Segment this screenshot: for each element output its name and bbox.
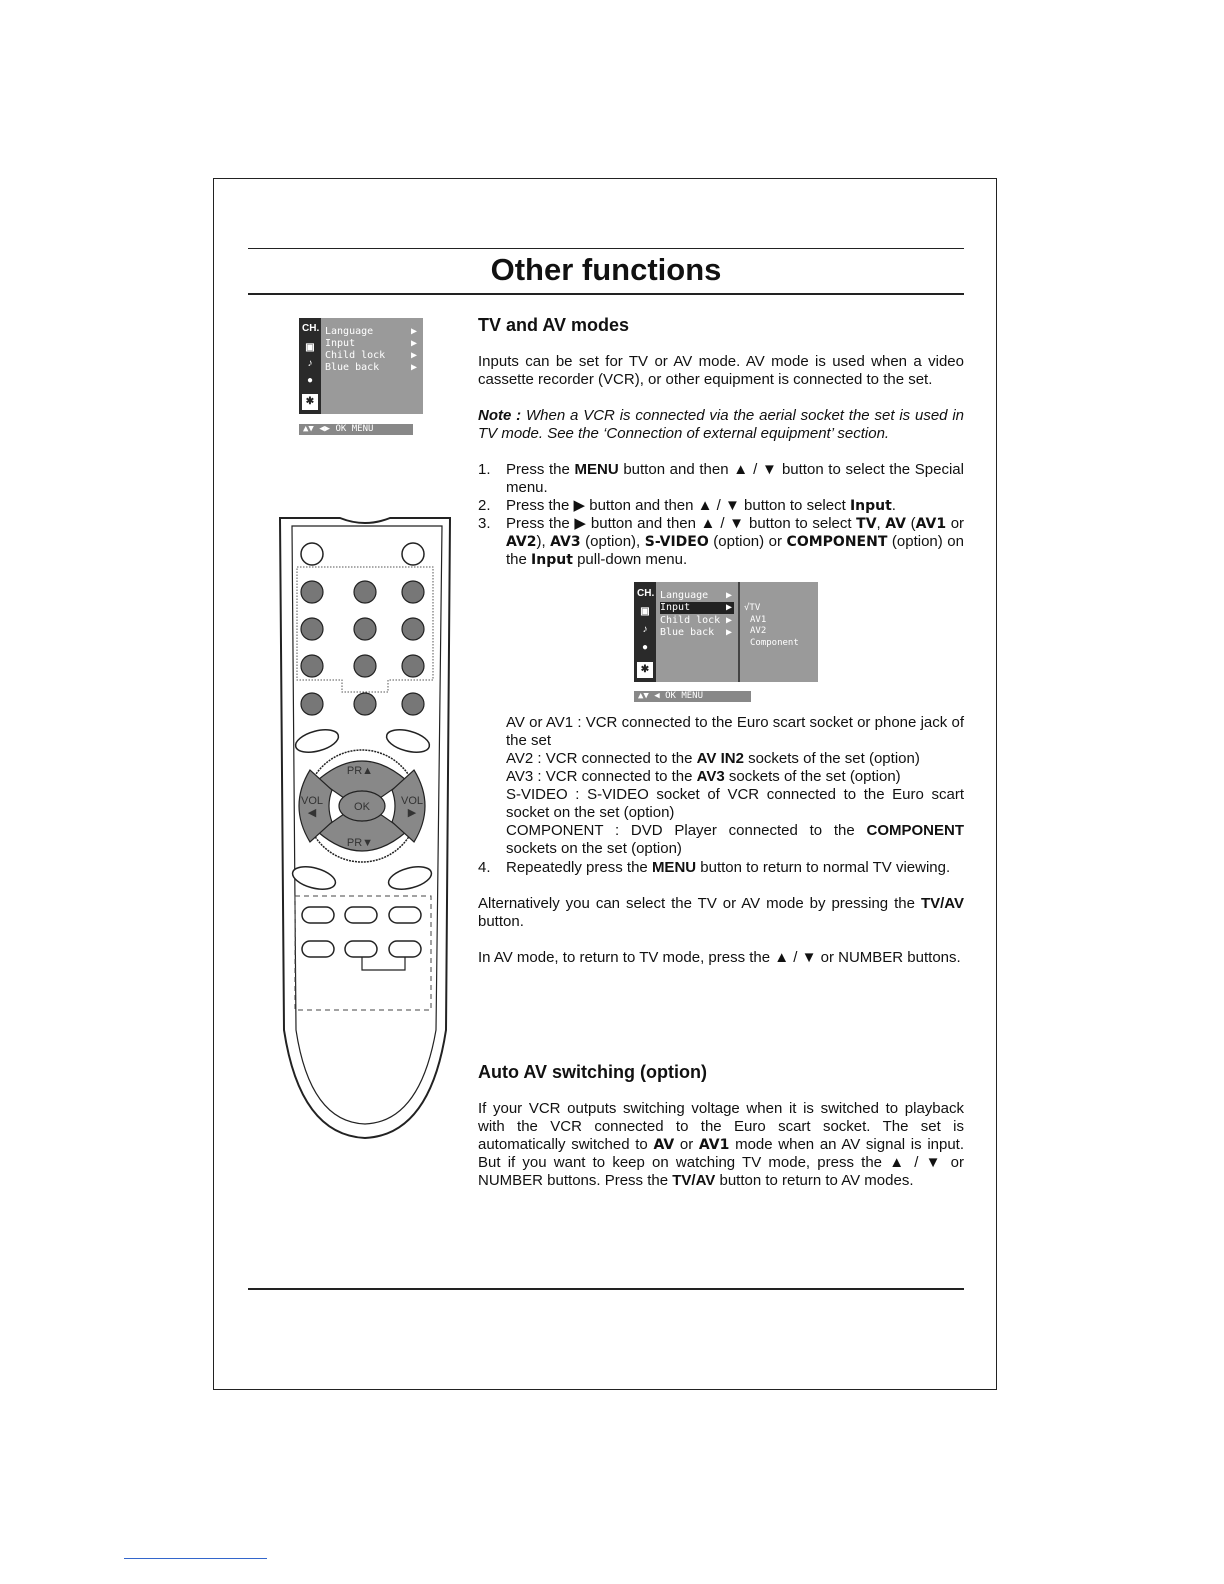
osd-item-input-selected: Input ▶	[660, 602, 732, 613]
step-2: 2. Press the ▶ button and then ▲ / ▼ button to select Input.	[478, 497, 896, 514]
mute-button	[402, 543, 424, 565]
sound-icon: ♪	[307, 358, 313, 369]
num-button-b	[402, 693, 424, 715]
page-title: Other functions	[490, 252, 722, 287]
num-button-a	[301, 693, 323, 715]
sound-icon: ♪	[642, 624, 648, 635]
osd-item-input: Input ▶	[325, 338, 417, 349]
top-rule	[248, 248, 964, 249]
num-button-6	[402, 618, 424, 640]
pr-down-label: PR▼	[346, 837, 374, 849]
num-button-3	[402, 581, 424, 603]
section-heading-tv-av-modes: TV and AV modes	[478, 315, 630, 335]
mode-descriptions	[506, 714, 964, 858]
osd-menu-large	[634, 582, 738, 682]
pr-up-label: PR▲	[346, 765, 374, 777]
vol-left-arrow: ◀	[307, 807, 317, 819]
num-button-9	[402, 655, 424, 677]
osd-status-bar-large: ▲▼ ◀ OK MENU	[634, 691, 751, 702]
osd-item-child-lock: Child lock ▶	[325, 350, 417, 361]
osd-icon-bar-large	[634, 582, 656, 682]
submenu-item-av2: AV2	[750, 626, 767, 636]
osd-item-blue-back: Blue back ▶	[660, 627, 732, 638]
power-button	[301, 543, 323, 565]
num-button-8	[354, 655, 376, 677]
osd-icon-bar	[299, 318, 321, 414]
mode-av1: AV or AV1 : VCR connected to the Euro scart socket or phone jack of the set	[506, 714, 964, 749]
submenu-item-component: Component	[750, 638, 799, 648]
num-button-5	[354, 618, 376, 640]
osd-menu-small	[299, 318, 423, 414]
step-1: 1. Press the MENU button and then ▲ / ▼ button to select the Special menu.	[478, 461, 964, 496]
mode-av2: AV2 : VCR connected to the AV IN2 sockets of the set (option)	[506, 750, 920, 767]
num-button-1	[301, 581, 323, 603]
num-button-7	[301, 655, 323, 677]
clock-icon: ●	[306, 375, 314, 386]
vol-left-label: VOL	[300, 795, 324, 807]
osd-item-language: Language ▶	[660, 590, 732, 601]
input-submenu	[738, 582, 818, 682]
section-heading-auto-av: Auto AV switching (option)	[478, 1062, 707, 1082]
intro-paragraph: Inputs can be set for TV or AV mode. AV mode is used when a video cassette recorder (VCR), or other equipment is connected to the set.	[478, 353, 964, 388]
alternative-paragraph: Alternatively you can select the TV or AV mode by pressing the TV/AV button.	[478, 895, 964, 930]
channel-icon: CH.	[637, 588, 655, 599]
osd-item-child-lock: Child lock ▶	[660, 615, 732, 626]
auto-av-paragraph: If your VCR outputs switching voltage when it is switched to playback with the VCR connected to the Euro scart socket. The set is automatically switched to AV or AV1 mode when an AV signal is input. But if you want to keep on watching TV mode, press the ▲ / ▼ or NUMBER buttons. Press the TV/AV button to return to AV modes.	[478, 1100, 965, 1189]
osd-panel	[321, 318, 423, 414]
osd-item-blue-back: Blue back ▶	[325, 362, 417, 373]
submenu-item-tv: √TV	[744, 603, 761, 613]
submenu-item-av1: AV1	[750, 615, 767, 625]
title-rule	[248, 293, 964, 295]
osd-item-language: Language ▶	[325, 326, 417, 337]
ok-label: OK	[354, 801, 370, 813]
num-button-0	[354, 693, 376, 715]
lower-button-3	[389, 907, 421, 923]
num-button-4	[301, 618, 323, 640]
mode-component: COMPONENT : DVD Player connected to the COMPONENT sockets on the set (option)	[506, 822, 964, 857]
step-4: 4. Repeatedly press the MENU button to return to normal TV viewing.	[478, 859, 951, 876]
lower-button-6	[389, 941, 421, 957]
special-icon: ✱	[302, 394, 318, 410]
steps-list	[478, 461, 964, 569]
num-button-2	[354, 581, 376, 603]
mode-svideo: S-VIDEO : S-VIDEO socket of VCR connected to the Euro scart socket on the set (option)	[506, 786, 964, 821]
picture-icon: ▣	[640, 606, 650, 617]
note-label: Note :	[478, 407, 522, 424]
lower-button-5	[345, 941, 377, 957]
footnote-separator	[124, 1558, 267, 1559]
vol-right-arrow: ▶	[407, 807, 417, 819]
lower-button-2	[345, 907, 377, 923]
bottom-rule	[248, 1288, 964, 1290]
channel-icon: CH.	[302, 323, 320, 334]
mode-av3: AV3 : VCR connected to the AV3 sockets of the set (option)	[506, 768, 901, 785]
note-text: When a VCR is connected via the aerial socket the set is used in TV mode. See the ‘Connection of external equipment’ section.	[478, 407, 965, 442]
clock-icon: ●	[641, 642, 649, 653]
picture-icon: ▣	[305, 342, 315, 353]
special-icon: ✱	[637, 662, 653, 678]
osd-status-bar-small: ▲▼ ◀▶ OK MENU	[299, 424, 413, 435]
note-paragraph	[478, 407, 964, 443]
lower-button-1	[302, 907, 334, 923]
osd-panel-large	[656, 582, 738, 682]
steps-list-cont	[478, 859, 964, 877]
lower-button-4	[302, 941, 334, 957]
av-mode-paragraph: In AV mode, to return to TV mode, press the ▲ / ▼ or NUMBER buttons.	[478, 949, 961, 966]
remote-control-illustration	[270, 510, 460, 1150]
step-3: 3. Press the ▶ button and then ▲ / ▼ button to select TV, AV (AV1 or AV2), AV3 (option), S-VIDEO (option) or COMPONENT (option) on the Input pull-down menu.	[478, 515, 965, 568]
vol-right-label: VOL	[400, 795, 424, 807]
